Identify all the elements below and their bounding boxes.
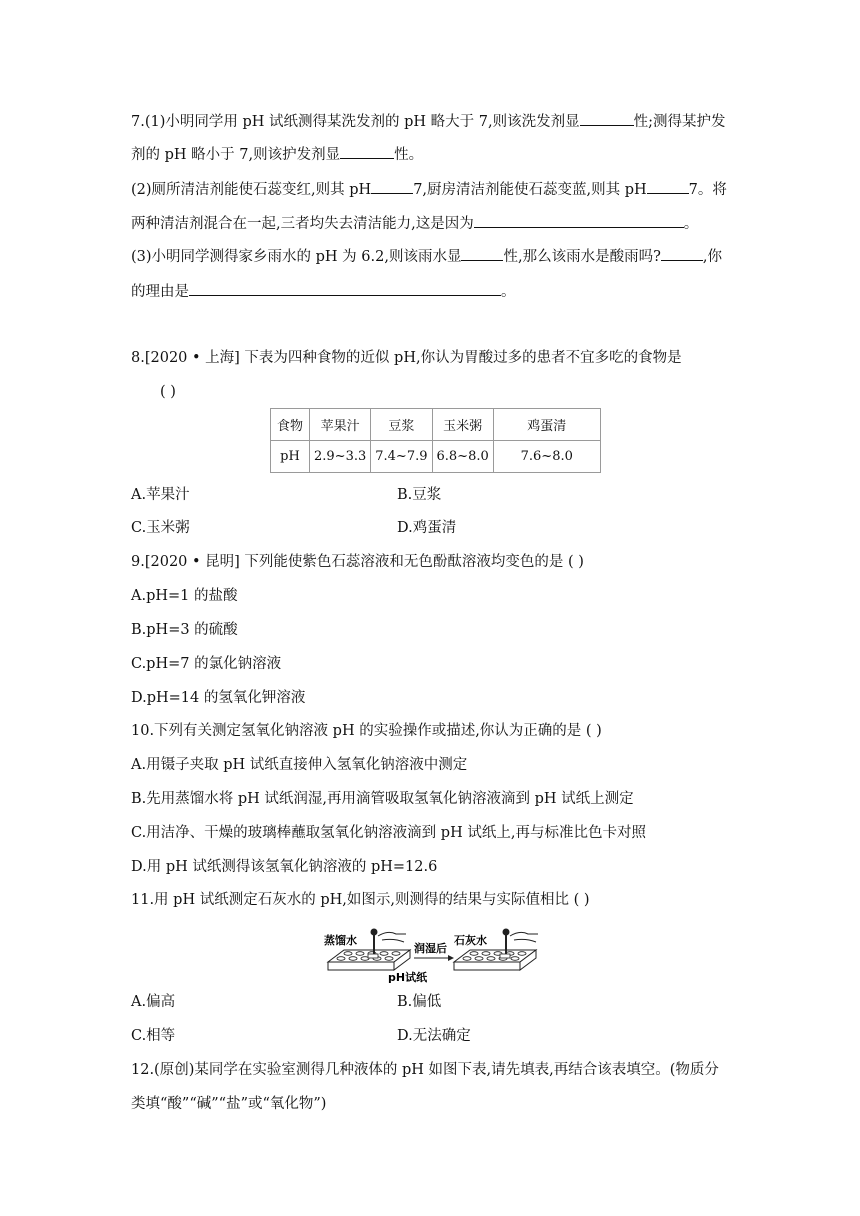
q8-option-c[interactable]: C.玉米粥 [131,520,190,536]
q7-line-5: (3)小明同学测得家乡雨水的 pH 为 6.2,则该雨水显 性,那么该雨水是酸雨吗? ,你 [131,246,722,267]
table-cell: pH [271,441,310,473]
q11-option-a[interactable]: A.偏高 [131,994,176,1010]
answer-blank[interactable] [661,246,703,261]
q10-stem: 10.下列有关测定氢氧化钠溶液 pH 的实验操作或描述,你认为正确的是 ( ) [131,723,602,739]
table-cell: 2.9~3.3 [310,441,371,473]
table-header-row [271,409,601,441]
q7-line-2: 剂的 pH 略小于 7,则该护发剂显 性。 [131,144,423,165]
answer-blank[interactable] [647,179,689,194]
q7-line-6: 的理由是 。 [131,281,516,302]
q10-option-d[interactable]: D.用 pH 试纸测得该氢氧化钠溶液的 pH=12.6 [131,859,438,875]
q11-option-b[interactable]: B.偏低 [397,994,442,1010]
ph-paper-right [500,954,510,958]
q12-line-2: 类填“酸”“碱”“盐”或“氧化物”) [131,1096,327,1112]
ph-paper-left [368,954,378,958]
q8-option-d[interactable]: D.鸡蛋清 [397,520,457,536]
q7-line-4: 两种清洁剂混合在一起,三者均失去清洁能力,这是因为 。 [131,213,698,234]
answer-blank[interactable] [371,179,413,194]
q11-option-d[interactable]: D.无法确定 [397,1028,471,1044]
q10-option-b[interactable]: B.先用蒸馏水将 pH 试纸润湿,再用滴管吸取氢氧化钠溶液滴到 pH 试纸上测定 [131,791,634,807]
answer-blank[interactable] [474,213,684,228]
figure-label-distilled-water: 蒸馏水 [324,934,357,947]
ph-test-figure [322,926,548,986]
q7-line-3: (2)厕所清洁剂能使石蕊变红,则其 pH 7,厨房清洁剂能使石蕊变蓝,则其 pH 7。将 [131,179,727,200]
answer-blank[interactable] [461,246,503,261]
q9-stem: 9.[2020 • 昆明] 下列能使紫色石蕊溶液和无色酚酞溶液均变色的是 ( ) [131,554,584,570]
table-cell: 玉米粥 [432,409,493,441]
q12-line-1: 12.(原创)某同学在实验室测得几种液体的 pH 如图下表,请先填表,再结合该表填空。(物质分 [131,1062,719,1078]
q8-option-a[interactable]: A.苹果汁 [131,487,190,503]
food-ph-table [270,408,601,473]
table-cell: 7.4~7.9 [371,441,432,473]
figure-label-limewater: 石灰水 [454,934,487,947]
q8-option-b[interactable]: B.豆浆 [397,487,442,503]
q11-stem: 11.用 pH 试纸测定石灰水的 pH,如图示,则测得的结果与实际值相比 ( ) [131,892,590,908]
table-cell: 鸡蛋清 [493,409,600,441]
spot-plate-right [454,950,536,970]
answer-blank[interactable] [189,281,501,296]
answer-blank[interactable] [340,144,394,159]
figure-label-ph-paper: pH试纸 [388,971,428,984]
table-cell: 食物 [271,409,310,441]
spot-plate-left [328,950,410,970]
table-cell: 豆浆 [371,409,432,441]
arrow-icon [414,955,454,961]
q9-option-c[interactable]: C.pH=7 的氯化钠溶液 [131,656,282,672]
q11-option-c[interactable]: C.相等 [131,1028,176,1044]
q10-option-c[interactable]: C.用洁净、干燥的玻璃棒蘸取氢氧化钠溶液滴到 pH 试纸上,再与标准比色卡对照 [131,825,646,841]
q8-answer-paren: ( ) [160,384,176,400]
q10-option-a[interactable]: A.用镊子夹取 pH 试纸直接伸入氢氧化钠溶液中测定 [131,757,468,773]
q8-stem: 8.[2020 • 上海] 下表为四种食物的近似 pH,你认为胃酸过多的患者不宜多吃的食物是 [131,350,682,366]
table-cell: 苹果汁 [310,409,371,441]
q9-option-b[interactable]: B.pH=3 的硫酸 [131,622,238,638]
figure-label-after-wetting: 润湿后 [414,942,447,955]
q9-option-d[interactable]: D.pH=14 的氢氧化钾溶液 [131,690,306,706]
answer-blank[interactable] [580,111,634,126]
q9-option-a[interactable]: A.pH=1 的盐酸 [131,588,238,604]
table-row [271,441,601,473]
table-cell: 6.8~8.0 [432,441,493,473]
q7-line-1: 7.(1)小明同学用 pH 试纸测得某洗发剂的 pH 略大于 7,则该洗发剂显 性;测得某护发 [131,111,726,132]
table-cell: 7.6~8.0 [493,441,600,473]
